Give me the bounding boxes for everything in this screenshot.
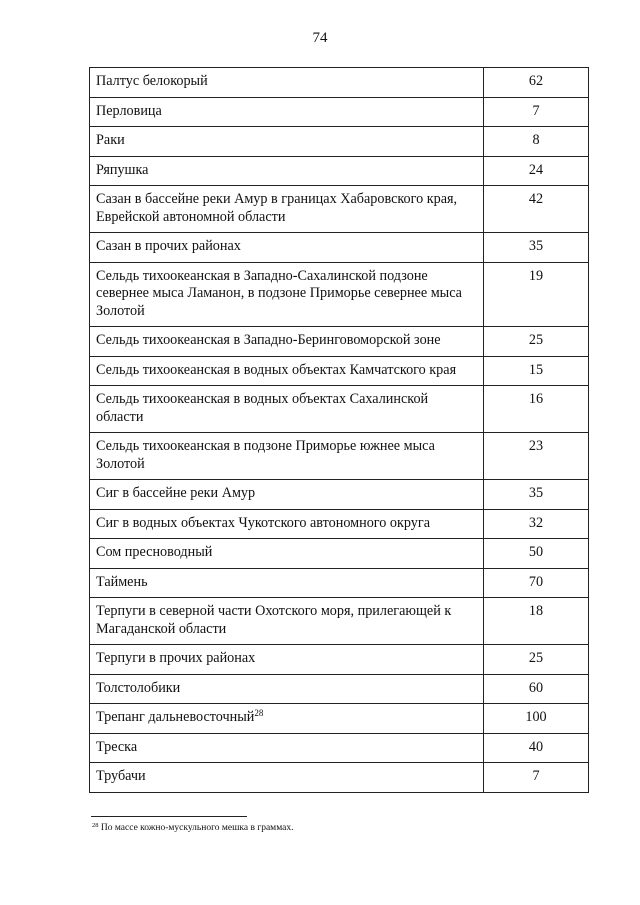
- table-row: [90, 68, 589, 98]
- species-name-cell: [90, 704, 484, 734]
- species-name: Сом пресноводный: [90, 539, 484, 569]
- species-name: Сиг в бассейне реки Амур: [90, 480, 484, 510]
- table-row: [90, 763, 589, 793]
- table-row: [90, 568, 589, 598]
- species-value: 100: [484, 704, 589, 734]
- species-name: Сельдь тихоокеанская в водных объектах Сахалинской области: [90, 386, 484, 433]
- species-name: Перловица: [90, 97, 484, 127]
- species-value: 35: [484, 480, 589, 510]
- footnote-reference: 28: [254, 708, 264, 718]
- species-value: 40: [484, 733, 589, 763]
- species-value: 25: [484, 327, 589, 357]
- species-name: Сазан в бассейне реки Амур в границах Хабаровского края, Еврейской автономной области: [90, 186, 484, 233]
- table-row: [90, 97, 589, 127]
- species-value: 7: [484, 763, 589, 793]
- species-value: 50: [484, 539, 589, 569]
- species-value: 60: [484, 674, 589, 704]
- table-row: [90, 233, 589, 263]
- footnote: [92, 822, 294, 834]
- species-value: 24: [484, 156, 589, 186]
- species-value: 19: [484, 262, 589, 327]
- species-value: 62: [484, 68, 589, 98]
- table-row: [90, 127, 589, 157]
- species-name: Сельдь тихоокеанская в водных объектах Камчатского края: [90, 356, 484, 386]
- species-name: Трубачи: [90, 763, 484, 793]
- table-row: [90, 386, 589, 433]
- table-row: [90, 733, 589, 763]
- species-value: 15: [484, 356, 589, 386]
- species-name: Терпуги в северной части Охотского моря, прилегающей к Магаданской области: [90, 598, 484, 645]
- table-row: [90, 704, 589, 734]
- table-row: [90, 480, 589, 510]
- table-row: [90, 674, 589, 704]
- species-value: 42: [484, 186, 589, 233]
- species-weight-table: [89, 67, 589, 793]
- species-name: Сельдь тихоокеанская в подзоне Приморье южнее мыса Золотой: [90, 433, 484, 480]
- species-value: 35: [484, 233, 589, 263]
- species-name: Сазан в прочих районах: [90, 233, 484, 263]
- species-value: 18: [484, 598, 589, 645]
- species-value: 70: [484, 568, 589, 598]
- species-name: Сиг в водных объектах Чукотского автономного округа: [90, 509, 484, 539]
- species-name: Сельдь тихоокеанская в Западно-Беринговоморской зоне: [90, 327, 484, 357]
- page-number: 74: [312, 30, 328, 46]
- table-row: [90, 598, 589, 645]
- species-name: Палтус белокорый: [90, 68, 484, 98]
- table-row: [90, 509, 589, 539]
- footnote-marker: 28: [92, 822, 99, 829]
- species-name: Раки: [90, 127, 484, 157]
- species-value: 8: [484, 127, 589, 157]
- table-row: [90, 433, 589, 480]
- footnote-divider: [91, 816, 247, 817]
- table-row: [90, 262, 589, 327]
- species-name: Треска: [90, 733, 484, 763]
- table-row: [90, 356, 589, 386]
- table-row: [90, 156, 589, 186]
- species-value: 23: [484, 433, 589, 480]
- species-value: 32: [484, 509, 589, 539]
- species-name: Сельдь тихоокеанская в Западно-Сахалинской подзоне севернее мыса Ламанон, в подзоне Приморье севернее мыса Золотой: [90, 262, 484, 327]
- table-row: [90, 327, 589, 357]
- species-name: Терпуги в прочих районах: [90, 645, 484, 675]
- species-value: 7: [484, 97, 589, 127]
- table-row: [90, 539, 589, 569]
- species-value: 25: [484, 645, 589, 675]
- table-row: [90, 186, 589, 233]
- species-name: Ряпушка: [90, 156, 484, 186]
- footnote-text: По массе кожно-мускульного мешка в граммах.: [100, 823, 294, 833]
- species-name: Таймень: [90, 568, 484, 598]
- species-name: Трепанг дальневосточный: [96, 709, 255, 725]
- table-row: [90, 645, 589, 675]
- species-value: 16: [484, 386, 589, 433]
- species-name: Толстолобики: [90, 674, 484, 704]
